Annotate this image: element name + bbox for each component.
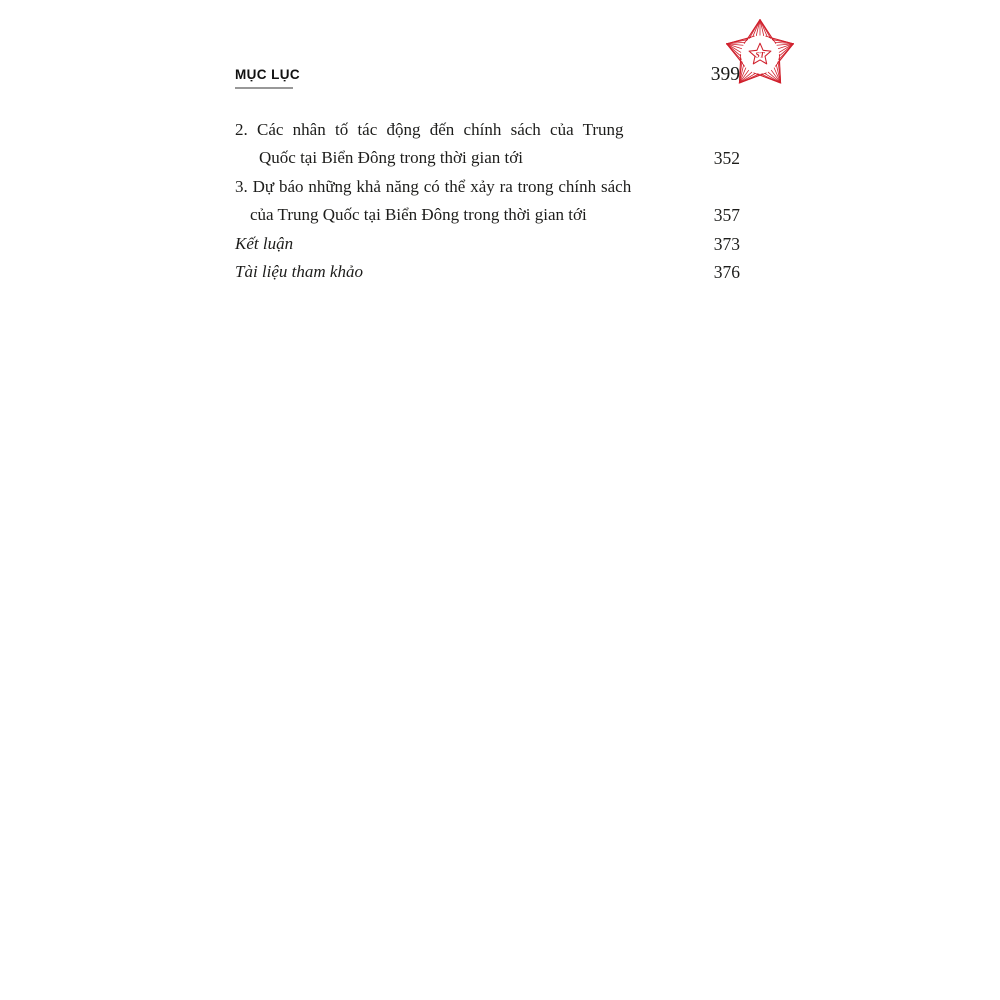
toc-entry bbox=[235, 173, 740, 230]
page-title: MỤC LỤC bbox=[235, 67, 301, 82]
logo-letters: ST bbox=[755, 50, 765, 60]
toc-page-number: 352 bbox=[713, 148, 740, 169]
toc-entry-line: Kết luận bbox=[235, 233, 294, 253]
toc-entry-line: của Trung Quốc tại Biển Đông trong thời gian tới bbox=[250, 205, 587, 225]
toc-entry-line: Tài liệu tham khảo bbox=[235, 262, 363, 282]
title-underline bbox=[235, 87, 293, 89]
toc-entry-title bbox=[235, 173, 675, 230]
toc-entry-line: Quốc tại Biển Đông trong thời gian tới bbox=[259, 148, 523, 168]
toc-page-number: 373 bbox=[713, 233, 740, 254]
toc-entry bbox=[235, 258, 740, 286]
toc-list bbox=[235, 116, 740, 286]
toc-page-number: 376 bbox=[713, 262, 740, 283]
toc-entry-title bbox=[235, 258, 675, 286]
publisher-star-icon bbox=[716, 8, 804, 96]
toc-page-number: 357 bbox=[713, 205, 740, 226]
toc-entry-title bbox=[235, 116, 675, 173]
toc-entry bbox=[235, 230, 740, 258]
toc-entry-title bbox=[235, 230, 675, 258]
page-number: 399 bbox=[710, 64, 740, 85]
toc-entry-line: 2. Các nhân tố tác động đến chính sách của Trung bbox=[235, 120, 624, 139]
toc-entry-line: 3. Dự báo những khả năng có thể xảy ra trong chính sách bbox=[235, 176, 632, 196]
toc-entry bbox=[235, 116, 740, 173]
